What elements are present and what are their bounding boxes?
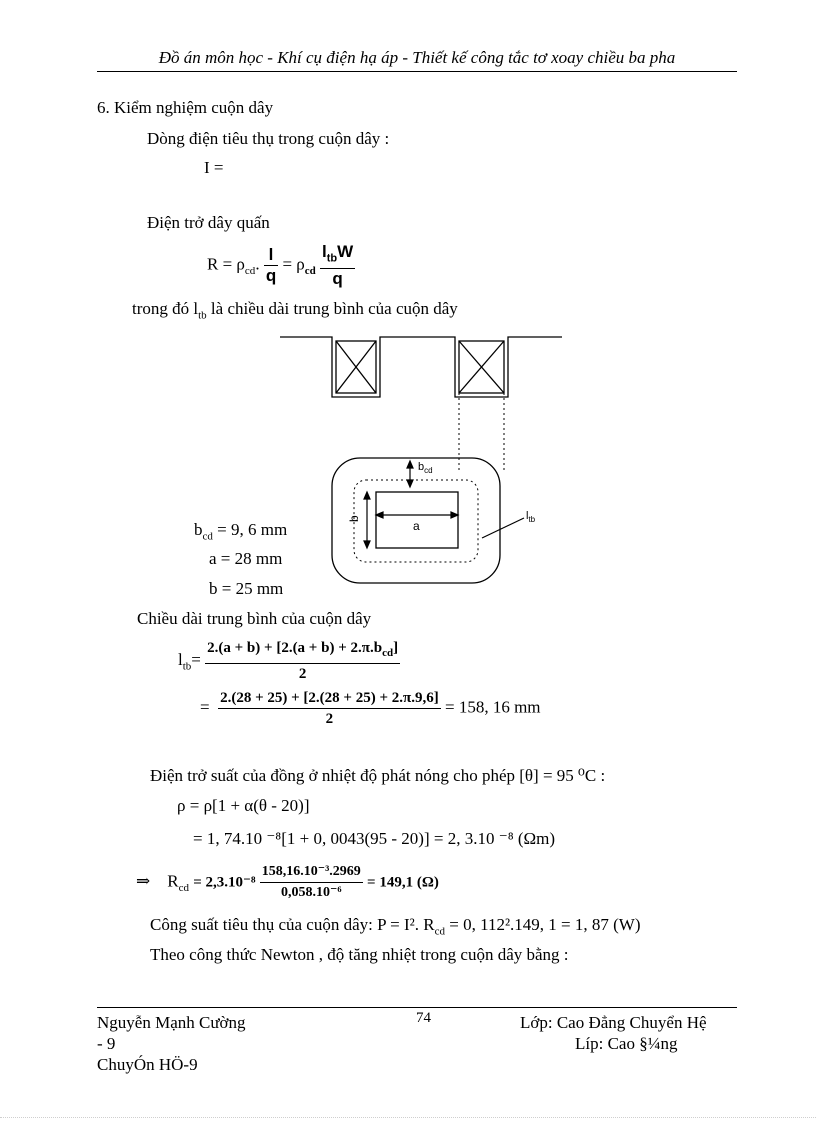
power-line: Công suất tiêu thụ của cuộn dây: P = I². $R_{cd} = 0$, 112².149, 1 = 1, 87 (W) [150,915,641,938]
ltb-label: $l_{tb}$ [526,510,536,524]
b-label: b [347,515,361,522]
current-label: Dòng điện tiêu thụ trong cuộn dây : [147,129,390,148]
resistivity-eq1: ρ = ρ[1 + α(θ - 20)] [177,796,310,815]
ltb-definition: trong đó $l_{tb}$ là chiều dài trung bình của cuộn dây [132,299,458,322]
footer-author-cont: - 9 [97,1034,116,1053]
a-label: a [413,519,420,533]
page-number: 74 [416,1010,431,1026]
mean-length-formula: $l_{tb}=$ $\frac{2.(a + b) + [2.(a + b) + 2.\pi.b_{cd}]}{2}$ [178,640,399,682]
header-rule [97,71,737,72]
page-edge [0,1117,816,1118]
mean-length-label: Chiều dài trung bình của cuộn dây [137,609,372,628]
core-outline [280,337,562,397]
current-equation: I = [204,158,224,177]
resistivity-label: Điện trở suất của đồng ở nhiệt độ phát nóng cho phép [θ] = 95 ⁰C : [150,766,606,785]
running-header: Đồ án môn học - Khí cụ điện hạ áp - Thiết kế công tắc tơ xoay chiều ba pha [158,48,676,67]
footer-class-garbled: Líp: Cao §¼ng [575,1034,678,1053]
param-a: a = 28 mm [209,549,283,568]
param-b: b = 25 mm [209,579,284,598]
coil-diagram [270,325,570,600]
newton-line: Theo công thức Newton , độ tăng nhiệt trong cuộn dây bằng : [150,945,569,964]
footer-class: Lớp: Cao Đẳng Chuyển Hệ [520,1013,707,1032]
resistance-formula: $R = \rho_{cd}$. $\frac{l}{q}$ = $\rho_{cd}$ $\frac{l_{tb}W}{q}$ [207,242,354,289]
footer-garbled: ChuyÓn HÖ-9 [97,1055,198,1074]
rcd-formula: ⇒ $R_{cd} = 2,3.10^{-8}$ $\frac{\text{158,16.10⁻³.2969}}{\text{0,058.10⁻⁶}}$ = 149,1 (Ω) [136,864,439,900]
mean-length-numeric: = $\frac{2.(28 + 25) + [2.(28 + 25) + 2.\pi.9,6]}{2}$ = 158, 16 mm [200,690,541,727]
param-bcd: $b_{cd} = 9$, 6 mm [194,520,288,543]
resistance-label: Điện trở dây quấn [147,213,270,232]
footer-rule [97,1007,737,1008]
resistivity-eq2: = 1, 74.10 ⁻⁸[1 + 0, 0043(95 - 20)] = 2, 3.10 ⁻⁸ (Ωm) [193,829,556,848]
section-heading: 6. Kiểm nghiệm cuộn dây [97,98,274,117]
footer-author: Nguyễn Mạnh Cường [97,1013,246,1032]
bcd-label: $b_{cd}$ [418,461,433,475]
